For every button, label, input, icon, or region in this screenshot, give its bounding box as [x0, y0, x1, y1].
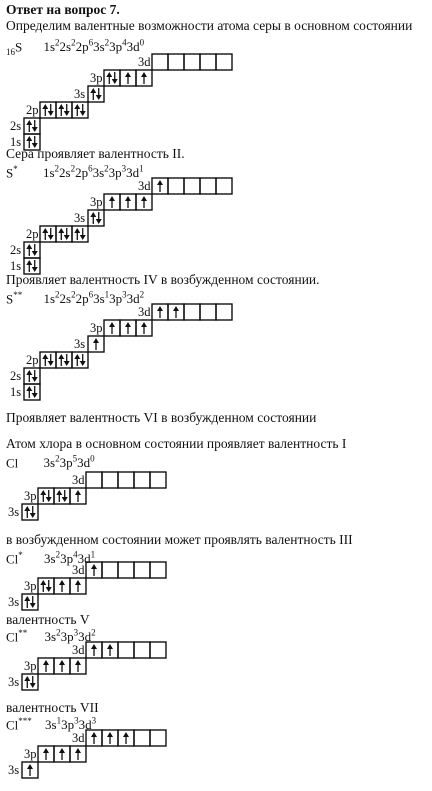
orbital-2s	[10, 368, 40, 384]
config-term: $1s^2$	[43, 290, 60, 307]
orbital-label: 3d	[72, 731, 85, 745]
heading-cl-excited-2: валентность V	[6, 612, 90, 627]
orbital-label: 1s	[10, 135, 22, 149]
orbital-diagram-1	[0, 52, 432, 152]
config-term: $2p^6$	[75, 38, 94, 55]
orbital-3p	[90, 194, 152, 210]
orbital-cell	[216, 178, 232, 194]
orbital-cell	[40, 226, 56, 242]
config-term: $3d^0$	[77, 454, 95, 471]
orbital-3s	[74, 86, 104, 102]
orbital-3p	[90, 70, 152, 86]
config-term: $2p^6$	[75, 290, 94, 307]
atomic-number: 16	[6, 46, 15, 57]
config-term: $3s^1$	[45, 716, 62, 733]
orbital-3d	[72, 642, 166, 658]
orbital-2s	[10, 242, 40, 258]
orbital-label: 2s	[10, 119, 22, 133]
element-symbol: S	[6, 291, 14, 307]
orbital-cell	[22, 504, 38, 520]
orbital-2p	[26, 352, 88, 368]
heading-cl-excited-3: валентность VII	[6, 700, 99, 715]
orbital-cell	[104, 70, 120, 86]
config-term: $3p^4$	[60, 550, 78, 567]
orbital-cell	[168, 54, 184, 70]
orbital-cell	[72, 102, 88, 118]
heading-cl-excited-1: в возбужденном состоянии может проявлять валентность III	[6, 532, 353, 547]
orbital-2s	[10, 118, 40, 134]
element-symbol: Cl	[6, 551, 19, 567]
orbital-diagram-4	[0, 470, 432, 530]
orbital-cell	[56, 352, 72, 368]
orbital-cell	[24, 368, 40, 384]
orbital-cell	[54, 488, 70, 504]
orbital-3p	[24, 488, 86, 504]
orbital-label: 3s	[74, 337, 86, 351]
orbital-3p	[24, 746, 86, 762]
orbital-3s	[8, 674, 38, 690]
orbital-cell	[88, 210, 104, 226]
orbital-3d	[72, 472, 166, 488]
config-term: $3d^0$	[126, 38, 145, 55]
config-term: $3s^1$	[93, 290, 110, 307]
orbital-3s	[74, 336, 104, 352]
config-line-3: S** $1s^22s^22p^63s^13p^33d^2$	[6, 290, 145, 307]
element-symbol: Cl	[6, 455, 19, 471]
orbital-3d	[72, 562, 166, 578]
orbital-3s	[74, 210, 104, 226]
element-symbol: S	[15, 39, 23, 55]
config-term: $3p^3$	[109, 290, 127, 307]
config-line-5: Cl* $3s^23p^43d^1$	[6, 550, 96, 567]
orbital-cell	[56, 226, 72, 242]
orbital-cell	[24, 242, 40, 258]
config-term: $3d^2$	[126, 290, 145, 307]
orbital-label: 2p	[26, 227, 39, 241]
config-term: $3d^1$	[77, 550, 96, 567]
orbital-label: 1s	[10, 259, 22, 273]
orbital-diagram-7	[0, 728, 432, 788]
orbital-cell	[102, 472, 118, 488]
orbital-label: 3p	[24, 659, 37, 673]
orbital-cell	[200, 178, 216, 194]
orbital-label: 3s	[8, 505, 20, 519]
orbital-3p	[24, 658, 86, 674]
answer-header: Ответ на вопрос 7.	[6, 2, 120, 17]
element-symbol: S	[6, 165, 14, 181]
orbital-cell	[56, 102, 72, 118]
orbital-3s	[8, 504, 38, 520]
caption-1: Сера проявляет валентность II.	[6, 146, 185, 161]
heading-cl-ground: Атом хлора в основном состоянии проявляет валентность I	[6, 436, 347, 451]
orbital-3d	[138, 178, 232, 194]
orbital-label: 3s	[74, 211, 86, 225]
orbital-label: 2p	[26, 103, 39, 117]
config-term: $3p^4$	[109, 38, 127, 55]
orbital-label: 3p	[90, 321, 103, 335]
orbital-label: 3d	[72, 643, 85, 657]
orbital-diagram-2	[0, 176, 432, 276]
orbital-cell	[150, 730, 166, 746]
orbital-cell	[134, 642, 150, 658]
orbital-label: 3d	[72, 563, 85, 577]
orbital-label: 3d	[138, 179, 151, 193]
orbital-cell	[118, 562, 134, 578]
orbital-label: 3p	[24, 579, 37, 593]
orbital-3d	[138, 54, 232, 70]
orbital-cell	[150, 472, 166, 488]
config-term: $2p^6$	[75, 164, 93, 181]
orbital-label: 3d	[72, 473, 85, 487]
orbital-label: 2s	[10, 369, 22, 383]
config-term: $2s^2$	[59, 290, 76, 307]
config-term: $3p^5$	[59, 454, 78, 471]
config-term: $1s^2$	[43, 38, 60, 55]
config-term: $3s^2$	[93, 38, 110, 55]
orbital-3d	[138, 304, 232, 320]
orbital-label: 2p	[26, 353, 39, 367]
config-term: $3s^2$	[44, 628, 61, 645]
orbital-cell	[200, 54, 216, 70]
orbital-cell	[216, 54, 232, 70]
orbital-label: 3p	[24, 489, 37, 503]
config-term: $3p^3$	[108, 164, 127, 181]
config-term: $1s^2$	[42, 164, 60, 181]
orbital-cell	[134, 730, 150, 746]
orbital-label: 3s	[74, 87, 86, 101]
orbital-label: 3s	[8, 595, 20, 609]
orbital-cell	[184, 54, 200, 70]
orbital-diagram-5	[0, 560, 432, 620]
caption-3: Проявляет валентность VI в возбужденном состоянии	[6, 410, 317, 425]
orbital-cell	[88, 86, 104, 102]
orbital-cell	[168, 178, 184, 194]
orbital-cell	[24, 384, 40, 400]
electron-configuration	[44, 455, 95, 470]
orbital-cell	[134, 472, 150, 488]
orbital-label: 3p	[90, 71, 103, 85]
config-term: $3p^3$	[60, 628, 79, 645]
config-term: $3p^3$	[61, 716, 79, 733]
orbital-cell	[118, 472, 134, 488]
orbital-cell	[86, 472, 102, 488]
orbital-label: 3d	[138, 305, 151, 319]
intro-text: Определим валентные возможности атома серы в основном состоянии	[6, 18, 413, 33]
config-line-7: Cl*** $3s^13p^33d^3$	[6, 716, 97, 733]
orbital-cell	[150, 642, 166, 658]
orbital-1s	[10, 384, 40, 400]
orbital-3p	[24, 578, 86, 594]
orbital-label: 3d	[138, 55, 151, 69]
orbital-cell	[72, 352, 88, 368]
orbital-cell	[118, 642, 134, 658]
orbital-cell	[72, 226, 88, 242]
orbital-label: 3p	[24, 747, 37, 761]
orbital-label: 3s	[8, 675, 20, 689]
orbital-cell	[22, 674, 38, 690]
orbital-cell	[40, 352, 56, 368]
orbital-label: 1s	[10, 385, 22, 399]
orbital-cell	[22, 594, 38, 610]
orbital-cell	[24, 118, 40, 134]
config-term: $2s^2$	[59, 164, 76, 181]
orbital-cell	[150, 562, 166, 578]
orbital-cell	[38, 488, 54, 504]
orbital-cell	[200, 304, 216, 320]
orbital-3d	[72, 730, 166, 746]
orbital-cell	[134, 562, 150, 578]
orbital-2p	[26, 226, 88, 242]
orbital-cell	[38, 578, 54, 594]
orbital-diagram-6	[0, 640, 432, 700]
orbital-cell	[184, 178, 200, 194]
element-symbol: Cl	[6, 629, 19, 645]
orbital-label: 3s	[8, 763, 20, 777]
orbital-3s	[8, 594, 38, 610]
config-line-2: S* $1s^22s^22p^63s^23p^33d^1$	[6, 164, 144, 181]
config-term: $2s^2$	[59, 38, 76, 55]
orbital-cell	[184, 304, 200, 320]
config-term: $3d^1$	[126, 164, 144, 181]
orbital-label: 2s	[10, 243, 22, 257]
config-term: $3d^3$	[78, 716, 97, 733]
config-line-4	[6, 452, 95, 470]
orbital-label: 3p	[90, 195, 103, 209]
orbital-cell	[152, 54, 168, 70]
orbital-3p	[90, 320, 152, 336]
orbital-cell	[216, 304, 232, 320]
config-term: $3d^2$	[78, 628, 96, 645]
config-term: $3s^2$	[92, 164, 109, 181]
element-symbol: Cl	[6, 717, 19, 733]
orbital-cell	[102, 562, 118, 578]
config-term: $3s^2$	[43, 454, 60, 471]
orbital-3s	[8, 762, 38, 778]
orbital-cell	[40, 102, 56, 118]
orbital-diagram-3	[0, 302, 432, 412]
config-term: $3s^2$	[44, 550, 61, 567]
caption-2: Проявляет валентность IV в возбужденном состоянии.	[6, 272, 320, 287]
config-line-6: Cl** $3s^23p^33d^2$	[6, 628, 96, 645]
orbital-2p	[26, 102, 88, 118]
